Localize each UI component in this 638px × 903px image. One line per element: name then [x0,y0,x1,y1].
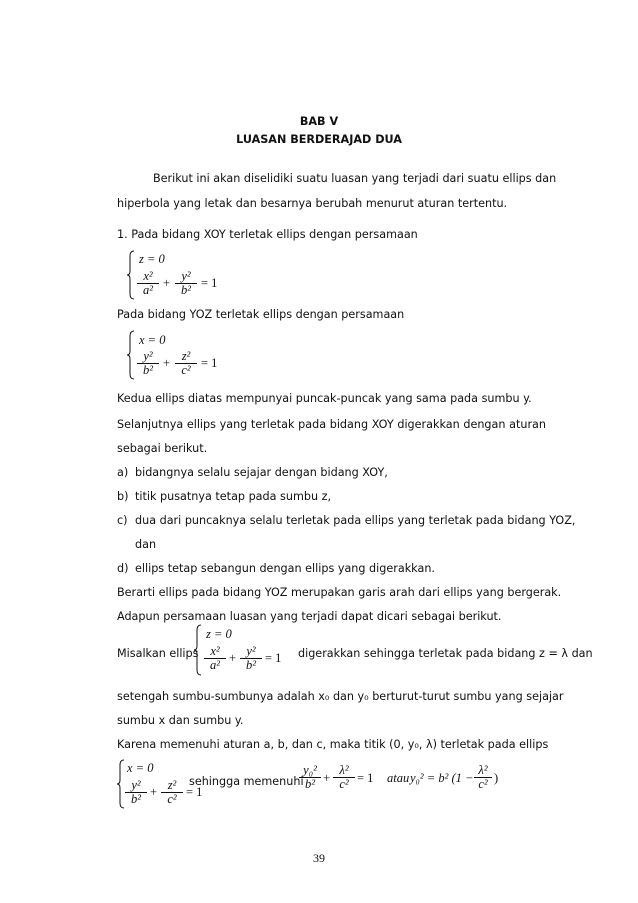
equation-6-lhs: y₀² = b² (1 − [410,771,474,785]
document-page: BAB V LUASAN BERDERAJAD DUA Berikut ini akan diselidiki suatu luasan yang terjadi dari suatu ellips dan hiperbola yang letak dan besarnya berubah menurut aturan tertentu. 1. Pada bidang XOY terletak ellips dengan persamaan z = 0 $\frac{\text{x²}}{\text{a²}}$ + $\frac{\text{y²}}{\text{b²}}$ = 1 Pada bidang YOZ terletak ellips dengan persamaan x = 0 $\frac{\text{y²}}{\text{b²}}$ + $\frac{\text{z²}}{\text{c²}}$ = 1 Kedua ellips diatas mempunyai puncak-puncak yang sama pada sumbu y. Selanjutnya ellips yang terletak pada bidang XOY digerakkan dengan aturan sebagai berikut. a) bidangnya selalu sejajar dengan bidang XOY, b) titik pusatnya tetap pada sumbu z, c) dua dari puncaknya selalu terletak pada ellips yang terletak pada bidang YOZ, dan d) ellips tetap sebangun dengan ellips yang digerakkan. Berarti ellips pada bidang YOZ merupakan garis arah dari ellips yang bergerak. Adapun persamaan luasan yang terjadi dapat dicari sebagai berikut. Misalkan ellips z = 0 $\frac{\text{x²}}{\text{a²}}$ + $\frac{\text{y²}}{\text{b²}}$ = 1 digerakkan sehingga terletak pada bidang z = λ dan setengah sumbu-sumbunya adalah x₀ dan y₀ berturut-turut sumbu yang sejajar sumbu x dan sumbu y. Karena memenuhi aturan a, b, dan c, maka titik (0, y₀, λ) terletak pada ellips x = 0 $\frac{\text{y²}}{\text{b²}}$ + $\frac{\text{z²}}{\text{c²}}$ = 1 sehingga memenuhi $\frac{\text{y₀²}}{\text{b²}}$ + $\frac{\text{λ²}}{\text{c²}}$ = 1 atau y₀² = b² (1 − $\frac{\text{λ²}}{\text{c²}}$ ) 39 [0,0,638,903]
equation-1-fraction-1: $\frac{\text{x²}}{\text{a²}}$ [137,270,159,297]
page-number: 39 [313,851,325,865]
equation-5-fraction-2: $\frac{\text{λ²}}{\text{c²}}$ [333,764,355,791]
equation-3-fraction-1: $\frac{\text{x²}}{\text{a²}}$ [204,645,226,672]
list-mark-a: a) [117,466,129,479]
brace-icon [126,250,136,300]
list-mark-d: d) [117,562,129,575]
paragraph-selanjutnya-2: sebagai berikut. [117,442,208,455]
intro-line-2: hiperbola yang letak dan besarnya berubah menurut aturan tertentu. [117,197,508,210]
equation-2-fraction-2: $\frac{\text{z²}}{\text{c²}}$ [175,350,197,377]
yoz-line: Pada bidang YOZ terletak ellips dengan persamaan [117,308,405,321]
list-item-d: ellips tetap sebangun dengan ellips yang digerakkan. [135,562,435,575]
brace-icon [126,330,136,380]
equation-3-line-1: z = 0 [206,627,232,641]
equation-2-line-1: x = 0 [139,333,166,347]
equation-4-fraction-2: $\frac{\text{z²}}{\text{c²}}$ [161,779,183,806]
item-1: 1. Pada bidang XOY terletak ellips dengan persamaan [117,228,418,241]
sehingga-text: sehingga memenuhi [189,775,304,788]
atau-text: atau [387,771,410,785]
list-item-c-continued: dan [135,538,157,551]
equation-1-fraction-2: $\frac{\text{y²}}{\text{b²}}$ [175,270,197,297]
list-item-c: dua dari puncaknya selalu terletak pada ellips yang terletak pada bidang YOZ, [135,514,576,527]
paragraph-berarti-2: Adapun persamaan luasan yang terjadi dapat dicari sebagai berikut. [117,610,502,623]
equation-2-fraction-1: $\frac{\text{y²}}{\text{b²}}$ [137,350,159,377]
equation-5-fraction-1: $\frac{\text{y₀²}}{\text{b²}}$ [299,764,321,791]
paragraph-kedua: Kedua ellips diatas mempunyai puncak-puncak yang sama pada sumbu y. [117,392,532,405]
brace-icon [193,624,203,676]
equation-4-fraction-1: $\frac{\text{y²}}{\text{b²}}$ [125,779,147,806]
paragraph-selanjutnya-1: Selanjutnya ellips yang terletak pada bidang XOY digerakkan dengan aturan [117,418,546,431]
paragraph-setengah-2: sumbu x dan sumbu y. [117,714,244,727]
misalkan-prefix: Misalkan ellips [117,647,199,660]
list-mark-b: b) [117,490,129,503]
paragraph-karena: Karena memenuhi aturan a, b, dan c, maka titik (0, y₀, λ) terletak pada ellips [117,738,549,751]
intro-line-1: Berikut ini akan diselidiki suatu luasan yang terjadi dari suatu ellips dan [153,172,557,185]
equation-6-fraction: $\frac{\text{λ²}}{\text{c²}}$ [474,764,492,791]
misalkan-suffix: digerakkan sehingga terletak pada bidang z = λ dan [298,647,593,660]
equation-1-line-1: z = 0 [139,252,165,266]
paragraph-setengah-1: setengah sumbu-sumbunya adalah x₀ dan y₀ berturut-turut sumbu yang sejajar [117,690,564,703]
paragraph-berarti-1: Berarti ellips pada bidang YOZ merupakan garis arah dari ellips yang bergerak. [117,586,562,599]
equation-4-line-1: x = 0 [127,761,154,775]
equation-3-fraction-2: $\frac{\text{y²}}{\text{b²}}$ [240,645,262,672]
list-item-a: bidangnya selalu sejajar dengan bidang XOY, [135,466,388,479]
chapter-title: BAB V [299,115,339,128]
chapter-subtitle: LUASAN BERDERAJAD DUA [236,133,402,146]
list-mark-c: c) [117,514,128,527]
list-item-b: titik pusatnya tetap pada sumbu z, [135,490,332,503]
